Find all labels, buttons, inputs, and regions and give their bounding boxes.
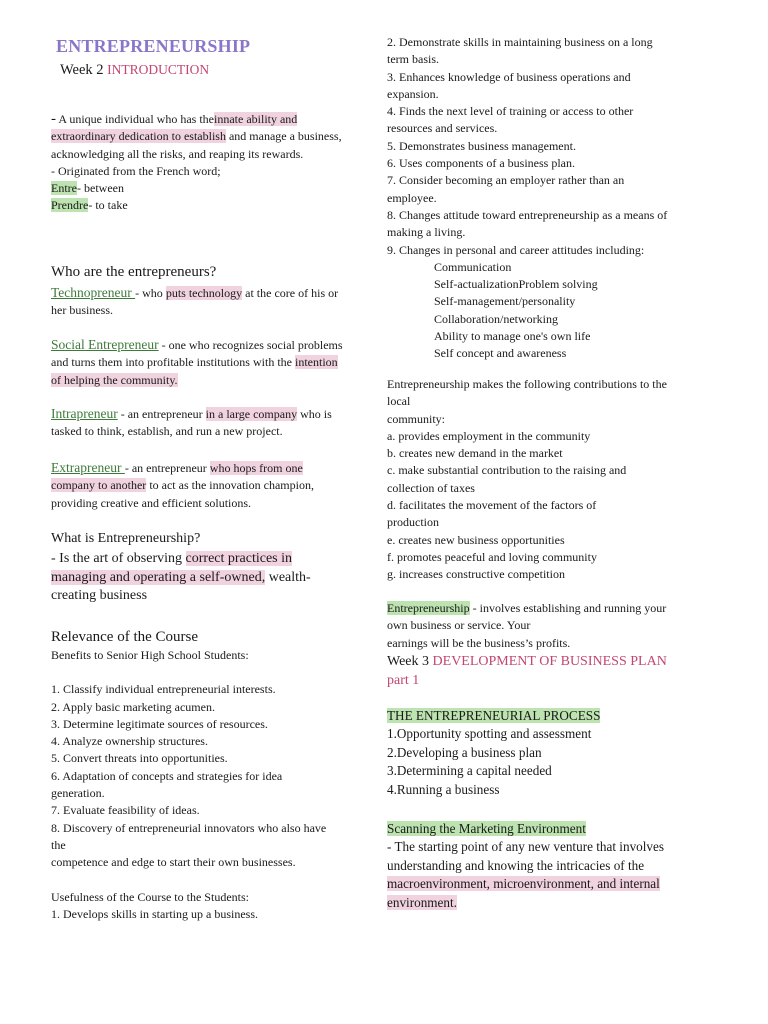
scanning-highlight: macroenvironment, microenvironment, and internal environment. <box>387 876 660 910</box>
extra-text: - an entrepreneur <box>124 461 210 475</box>
intro-block <box>51 111 343 215</box>
benefit-item: 5. Convert threats into opportunities. <box>51 751 228 766</box>
contribution-item: c. make substantial contribution to the raising and collection of taxes <box>387 463 627 495</box>
entre-term: Entre <box>51 181 77 196</box>
attitude-item: Communication <box>434 259 512 274</box>
attitude-item: Self-actualizationProblem solving <box>434 277 598 292</box>
week3-heading <box>387 652 677 690</box>
usefulness-item: 2. Demonstrate skills in maintaining business on a long term basis. <box>387 35 653 67</box>
prendre-term: Prendre <box>51 198 89 213</box>
process-heading-highlight: THE ENTREPRENEURIAL PROCESS <box>387 708 601 723</box>
scanning-text <box>387 838 685 912</box>
benefit-item: 8. Discovery of entrepreneurial innovators who also have the <box>51 820 327 852</box>
week3-topic: DEVELOPMENT OF BUSINESS PLAN part 1 <box>387 654 667 688</box>
benefit-item: 3. Determine legitimate sources of resources. <box>51 716 268 731</box>
usefulness-item: 3. Enhances knowledge of business operations and expansion. <box>387 69 631 101</box>
extrapreneur-def <box>51 459 343 512</box>
week2-label: Week 2 <box>60 62 104 78</box>
scanning-heading-highlight: Scanning the Marketing Environment <box>387 821 586 836</box>
intra-text-end: who is tasked to think, establish, and run a new project. <box>51 407 332 439</box>
what-text: - Is the art of observing <box>51 550 186 566</box>
process-item: 1.Opportunity spotting and assessment <box>387 726 592 742</box>
attitude-item: Ability to manage one's own life <box>434 329 591 344</box>
definition-text: - involves establishing and running your own business or service. Your <box>387 601 667 633</box>
scanning-block <box>387 820 685 912</box>
process-item: 2.Developing a business plan <box>387 744 542 760</box>
social-text: - one who recognizes social problems and turns them into profitable institutions with the <box>51 338 343 370</box>
definition-line <box>387 600 677 635</box>
document-title: ENTREPRENEURSHIP <box>56 36 251 56</box>
social-entrepreneur-term[interactable]: Social Entrepreneur <box>51 337 159 352</box>
week2-heading <box>60 62 209 79</box>
techno-highlight: puts technology <box>165 286 243 300</box>
extrapreneur-term[interactable]: Extrapreneur <box>51 460 125 475</box>
usefulness-continued <box>387 34 672 363</box>
process-block <box>387 707 682 799</box>
usefulness-item: 9. Changes in personal and career attitudes including: <box>387 242 645 257</box>
attitude-item: Collaboration/networking <box>434 311 558 326</box>
contribution-item: d. facilitates the movement of the factors of production <box>387 498 597 530</box>
attitude-item: Self concept and awareness <box>434 346 567 361</box>
benefit-item: 6. Adaptation of concepts and strategies for idea generation. <box>51 768 283 801</box>
intrapreneur-term[interactable]: Intrapreneur <box>51 406 118 421</box>
contribution-item: a. provides employment in the community <box>387 428 591 443</box>
week2-topic: INTRODUCTION <box>107 62 210 77</box>
usefulness-item: 4. Finds the next level of training or access to other resources and services. <box>387 104 634 136</box>
intro-text-end: and manage a business, acknowledging all the risks, and reaping its rewards. <box>51 129 342 161</box>
intro-text: A unique individual who has the <box>56 112 214 126</box>
what-highlight: correct practices in managing and operating a self-owned, <box>51 550 293 585</box>
benefit-item: competence and edge to start their own businesses. <box>51 855 296 870</box>
techno-text: - who <box>135 286 166 300</box>
process-heading <box>387 707 682 725</box>
technopreneur-def <box>51 284 343 320</box>
contributions-intro: Entrepreneurship makes the following contributions to the local <box>387 377 667 409</box>
entre-line <box>51 180 343 197</box>
relevance-heading: Relevance of the Course <box>51 629 199 645</box>
benefit-item: 4. Analyze ownership structures. <box>51 734 208 749</box>
entre-def: - between <box>77 181 124 196</box>
benefit-item: 2. Apply basic marketing acumen. <box>51 699 215 714</box>
prendre-line <box>51 197 343 214</box>
what-heading: What is Entrepreneurship? <box>51 531 201 546</box>
contribution-item: b. creates new demand in the market <box>387 446 563 461</box>
benefits-subheading: Benefits to Senior High School Students: <box>51 648 249 662</box>
what-block <box>51 530 343 606</box>
intra-text: - an entrepreneur <box>117 407 206 421</box>
week3-label: Week 3 <box>387 654 430 669</box>
technopreneur-term[interactable]: Technopreneur <box>51 285 136 300</box>
extra-text-end: to act as the innovation champion, providing creative and efficient solutions. <box>51 478 314 510</box>
contribution-item: e. creates new business opportunities <box>387 532 565 547</box>
intra-highlight: in a large company <box>205 407 298 421</box>
techno-text-end: at the core of his or her business. <box>51 286 339 318</box>
benefit-item: 7. Evaluate feasibility of ideas. <box>51 803 200 818</box>
definition-term: Entrepreneurship <box>387 601 470 615</box>
relevance-block <box>51 647 343 923</box>
who-heading: Who are the entrepreneurs? <box>51 264 217 280</box>
what-text-end: wealth-creating business <box>51 569 311 604</box>
definition-block <box>387 600 677 652</box>
intrapreneur-def <box>51 405 343 441</box>
social-highlight: intention of helping the community. <box>51 355 338 387</box>
process-item: 3.Determining a capital needed <box>387 763 552 779</box>
intro-dash: - <box>51 111 56 127</box>
contributions-block <box>387 376 677 584</box>
extra-highlight: who hops from one company to another <box>51 461 303 493</box>
usefulness-item: 1. Develops skills in starting up a business. <box>51 906 258 921</box>
usefulness-item: 6. Uses components of a business plan. <box>387 156 575 171</box>
definition-line-end: earnings will be the business’s profits. <box>387 635 571 650</box>
usefulness-item: 8. Changes attitude toward entrepreneurship as a means of making a living. <box>387 207 668 240</box>
prendre-def: - to take <box>88 198 128 213</box>
usefulness-heading: Usefulness of the Course to the Students: <box>51 889 249 904</box>
contributions-intro-end: community: <box>387 411 445 426</box>
process-item: 4.Running a business <box>387 781 500 797</box>
social-entrepreneur-def <box>51 336 343 389</box>
usefulness-item: 5. Demonstrates business management. <box>387 138 576 153</box>
what-definition <box>51 550 343 606</box>
scanning-text-body: - The starting point of any new venture that involves understanding and knowing the intricacies of the <box>387 839 664 873</box>
intro-highlight: innate ability and extraordinary dedication to establish <box>51 112 298 144</box>
intro-paragraph <box>51 111 343 163</box>
benefit-item: 1. Classify individual entrepreneurial interests. <box>51 682 276 697</box>
contribution-item: g. increases constructive competition <box>387 567 565 582</box>
attitude-item: Self-management/personality <box>434 294 576 309</box>
scanning-heading <box>387 820 685 838</box>
contribution-item: f. promotes peaceful and loving community <box>387 549 597 564</box>
origin-line: - Originated from the French word; <box>51 163 221 178</box>
usefulness-item: 7. Consider becoming an employer rather than an employee. <box>387 173 625 205</box>
